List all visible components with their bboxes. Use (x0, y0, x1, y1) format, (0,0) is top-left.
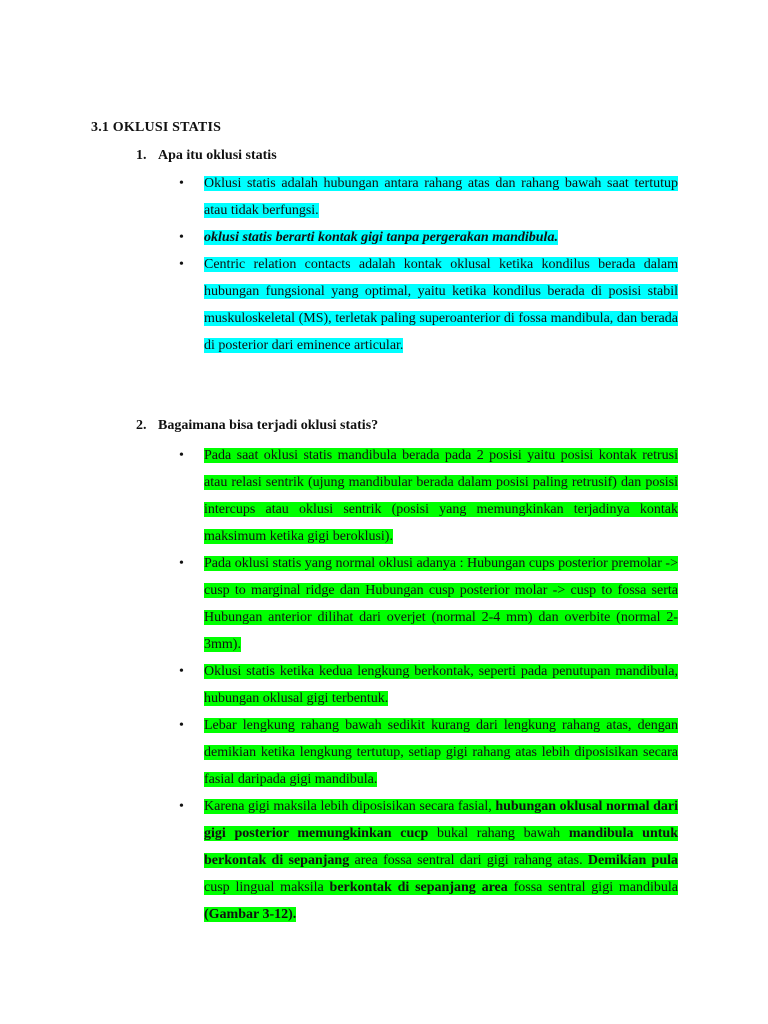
bold-run: hubungan oklusal normal dari gigi posterior memungkinkan cucp (204, 799, 678, 841)
bold-run: Demikian pula (587, 853, 679, 868)
bullet-text: Oklusi statis ketika kedua lengkung berkontak, seperti pada penutupan mandibula, hubungan oklusal gigi terbentuk. (204, 664, 678, 706)
bullet-text: Pada saat oklusi statis mandibula berada pada 2 posisi yaitu posisi kontak retrusi atau relasi sentrik (ujung mandibular berada dalam posisi paling retrusif) dan posisi intercups atau oklusi sentrik (posisi yang memungkinkan terjadinya kontak maksimum ketika gigi beroklusi). (204, 448, 678, 544)
list-item (204, 550, 678, 658)
question-1-title: Apa itu oklusi statis (158, 148, 277, 163)
question-1-bullets (204, 170, 678, 359)
question-1-number: 1. (136, 148, 147, 163)
list-item (204, 251, 678, 359)
text-run: fossa sentral gigi mandibula (507, 880, 678, 895)
list-item (204, 658, 678, 712)
text-run: cusp lingual maksila (204, 880, 330, 895)
question-2-bullets (204, 442, 678, 928)
bullet-text: Lebar lengkung rahang bawah sedikit kurang dari lengkung rahang atas, dengan demikian ketika lengkung tertutup, setiap gigi rahang atas lebih diposisikan secara fasial daripada gigi mandibula. (204, 718, 678, 787)
bullet-text: Oklusi statis adalah hubungan antara rahang atas dan rahang bawah saat tertutup atau tidak berfungsi. (204, 176, 678, 218)
bullet-text: Centric relation contacts adalah kontak oklusal ketika kondilus berada dalam hubungan fungsional yang optimal, yaitu ketika kondilus berada di posisi stabil muskuloskeletal (MS), terletak paling superoanterior di fossa mandibula, dan berada di posterior dari eminence articular. (204, 257, 678, 353)
section-heading: 3.1 OKLUSI STATIS (91, 120, 222, 135)
bullet-text: oklusi statis berarti kontak gigi tanpa pergerakan mandibula. (204, 230, 558, 245)
list-item (204, 224, 678, 251)
list-item (204, 442, 678, 550)
bullet-text-mixed (204, 799, 678, 922)
text-run: Karena gigi maksila lebih diposisikan secara fasial, (204, 799, 496, 814)
question-1 (136, 148, 277, 164)
bold-run: berkontak di sepanjang area (329, 880, 508, 895)
list-item (204, 712, 678, 793)
text-run: bukal rahang bawah (428, 826, 569, 841)
question-2 (136, 418, 378, 434)
text-run: area fossa sentral dari gigi rahang atas. (349, 853, 588, 868)
question-2-number: 2. (136, 418, 147, 433)
list-item (204, 170, 678, 224)
bold-run: (Gambar 3-12). (204, 907, 297, 922)
list-item (204, 793, 678, 928)
bullet-text: Pada oklusi statis yang normal oklusi adanya : Hubungan cups posterior premolar -> cusp to marginal ridge dan Hubungan cusp posterior molar -> cusp to fossa serta Hubungan anterior dilihat dari overjet (normal 2-4 mm) dan overbite (normal 2-3mm). (204, 556, 678, 652)
question-2-title: Bagaimana bisa terjadi oklusi statis? (158, 418, 379, 433)
bold-run: mandibula untuk berkontak di sepanjang (204, 826, 678, 868)
